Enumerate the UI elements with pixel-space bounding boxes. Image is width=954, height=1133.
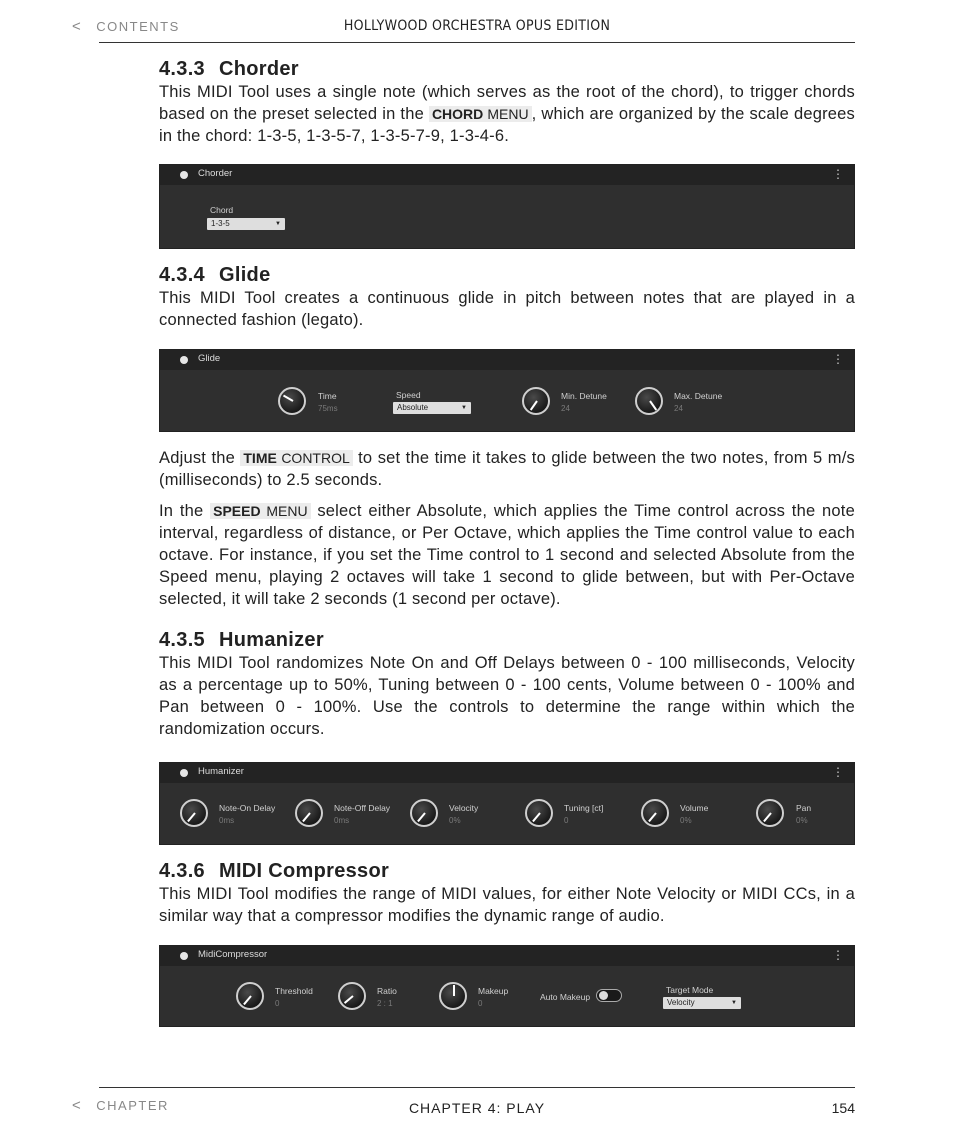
knob-indicator [532, 812, 541, 822]
power-toggle[interactable] [180, 952, 188, 960]
chevron-down-icon: ▼ [731, 1000, 737, 1006]
ratio-value: 2 : 1 [377, 999, 393, 1008]
knob-indicator [648, 812, 657, 822]
section-heading [159, 629, 855, 652]
body-paragraph: This MIDI Tool creates a continuous glide in pitch between notes that are played in a connected fashion (legato). [159, 289, 855, 329]
note-off-delay-knob[interactable] [295, 799, 323, 827]
kebab-menu-icon[interactable]: ⋮ [832, 948, 844, 962]
chapter-label: CHAPTER [96, 1098, 169, 1113]
body-paragraph: This MIDI Tool randomizes Note On and Off Delays between 0 - 100 milliseconds, Velocity as a percentage up to 50%, Tuning between 0 - 100 cents, Volume between 0 - 100% and Pan between 0 - 100%. Use the controls to determine the range within which the randomization occurs. [159, 654, 855, 738]
power-toggle[interactable] [180, 171, 188, 179]
knob-value: 0% [680, 816, 692, 825]
chevron-down-icon: ▼ [275, 221, 281, 227]
section-heading [159, 264, 855, 287]
section-heading [159, 860, 855, 883]
humanizer-panel [159, 762, 855, 845]
footer-divider [99, 1087, 855, 1088]
threshold-value: 0 [275, 999, 280, 1008]
keyword-rest: MENU [260, 503, 308, 519]
max-detune-value: 24 [674, 404, 683, 413]
knob-label: Pan [796, 803, 812, 813]
auto-makeup-label: Auto Makeup [540, 992, 591, 1002]
section-title: Humanizer [218, 629, 324, 651]
knob-indicator [243, 995, 252, 1005]
kebab-menu-icon[interactable]: ⋮ [832, 167, 844, 181]
kebab-menu-icon[interactable]: ⋮ [832, 765, 844, 779]
section-title: Chorder [218, 58, 299, 80]
body-paragraph [159, 447, 855, 491]
chord-dropdown[interactable] [207, 218, 285, 230]
target-mode-value: Velocity [667, 998, 695, 1007]
ratio-label: Ratio [377, 986, 397, 996]
section-glide [159, 264, 855, 331]
knob-indicator [187, 812, 196, 822]
section-number: 4.3.5 [159, 629, 205, 651]
knob-value: 0ms [334, 816, 350, 825]
keyword-bold: SPEED [213, 503, 261, 519]
ratio-knob[interactable] [338, 982, 366, 1010]
text: select either Absolute, which applies the Time control across the note interval, regardless of distance, or Per Octave, which applies the Time control value to each octave. For instance, if you set the Time control to 1 second and selected Absolute from the Speed menu, playing 2 octaves will take 1 second to glide between, but with Per-Octave selected, it will take 2 seconds (1 second per octave). [159, 502, 855, 608]
section-number: 4.3.3 [159, 58, 205, 80]
note-on-delay-knob[interactable] [180, 799, 208, 827]
panel-title: Chorder [198, 168, 233, 179]
section-title: Glide [218, 264, 271, 286]
body-paragraph: This MIDI Tool modifies the range of MIDI values, for either Note Velocity or MIDI CCs, in a similar way that a compressor modifies the dynamic range of audio. [159, 885, 855, 925]
running-header: HOLLYWOOD ORCHESTRA OPUS EDITION [343, 18, 611, 34]
keyword-chord-menu [429, 106, 532, 122]
min-detune-knob[interactable] [522, 387, 550, 415]
knob-indicator [283, 395, 294, 402]
chorder-panel [159, 164, 855, 249]
knob-indicator [763, 812, 772, 822]
section-title: MIDI Compressor [218, 860, 390, 882]
min-detune-label: Min. Detune [561, 391, 607, 401]
knob-value: 0% [796, 816, 808, 825]
keyword-rest: MENU [483, 106, 529, 122]
panel-titlebar [160, 763, 854, 783]
text: In the [159, 502, 211, 520]
target-mode-dropdown[interactable] [663, 997, 741, 1009]
chevron-down-icon: ▼ [461, 405, 467, 411]
panel-title: Humanizer [198, 766, 244, 777]
knob-indicator [417, 812, 426, 822]
knob-value: 0 [564, 816, 569, 825]
makeup-knob[interactable] [439, 982, 467, 1010]
panel-titlebar [160, 165, 854, 185]
knob-label: Tuning [ct] [564, 803, 604, 813]
knob-value: 0ms [219, 816, 235, 825]
section-number: 4.3.6 [159, 860, 205, 882]
knob-label: Note-Off Delay [334, 803, 391, 813]
header-divider [99, 42, 855, 43]
section-humanizer [159, 629, 855, 740]
time-value: 75ms [318, 404, 338, 413]
knob-indicator [453, 985, 455, 996]
panel-title: MidiCompressor [198, 949, 268, 960]
pan-knob[interactable] [756, 799, 784, 827]
max-detune-label: Max. Detune [674, 391, 723, 401]
makeup-value: 0 [478, 999, 483, 1008]
max-detune-knob[interactable] [635, 387, 663, 415]
min-detune-value: 24 [561, 404, 570, 413]
knob-label: Volume [680, 803, 709, 813]
power-toggle[interactable] [180, 769, 188, 777]
knob-value: 0% [449, 816, 461, 825]
text: , which are organized by the scale degrees in the chord: 1-3-5, 1-3-5-7, 1-3-5-7-9, 1-3-4-6. [159, 105, 855, 145]
panel-title: Glide [198, 353, 221, 364]
glide-text [159, 447, 855, 610]
section-compressor [159, 860, 855, 927]
auto-makeup-toggle[interactable] [596, 989, 622, 1002]
section-chorder [159, 58, 855, 147]
panel-titlebar [160, 946, 854, 966]
time-label: Time [318, 391, 337, 401]
volume-knob[interactable] [641, 799, 669, 827]
threshold-knob[interactable] [236, 982, 264, 1010]
target-mode-label: Target Mode [666, 985, 714, 995]
makeup-label: Makeup [478, 986, 509, 996]
body-paragraph [159, 500, 855, 610]
knob-label: Note-On Delay [219, 803, 276, 813]
knob-indicator [649, 400, 657, 410]
keyword-bold: CHORD [431, 106, 484, 122]
speed-dropdown[interactable] [393, 402, 471, 414]
section-number: 4.3.4 [159, 264, 205, 286]
keyword-speed-menu [210, 503, 311, 519]
keyword-bold: TIME [243, 450, 277, 466]
speed-value: Absolute [397, 403, 429, 412]
chevron-left-icon: < [72, 18, 83, 35]
velocity-knob[interactable] [410, 799, 438, 827]
text: This MIDI Tool uses a single note (which serves as the root of the chord), to trigger chords based on the preset selected in the [159, 83, 855, 123]
knob-indicator [530, 400, 538, 410]
knob-label: Velocity [449, 803, 479, 813]
toggle-thumb [599, 991, 608, 1000]
footer-chapter-title: CHAPTER 4: PLAY [408, 1100, 546, 1116]
body-paragraph [159, 81, 855, 147]
power-toggle[interactable] [180, 356, 188, 364]
chord-value: 1-3-5 [211, 219, 230, 228]
speed-label: Speed [396, 390, 421, 400]
keyword-time-control [240, 450, 352, 466]
compressor-panel [159, 945, 855, 1027]
kebab-menu-icon[interactable]: ⋮ [832, 352, 844, 366]
page-number: 154 [831, 1100, 855, 1116]
chevron-left-icon: < [72, 1097, 83, 1114]
panel-titlebar [160, 350, 854, 370]
section-heading [159, 58, 855, 81]
glide-panel [159, 349, 855, 432]
keyword-rest: CONTROL [276, 450, 350, 466]
knob-indicator [344, 995, 354, 1004]
contents-label: CONTENTS [96, 19, 180, 34]
text: Adjust the [159, 449, 241, 467]
tuning-knob[interactable] [525, 799, 553, 827]
chord-label: Chord [210, 205, 234, 215]
knob-indicator [302, 812, 311, 822]
threshold-label: Threshold [275, 986, 313, 996]
text: to set the time it takes to glide between the two notes, from 5 m/s (milliseconds) to 2.5 seconds. [159, 449, 855, 489]
time-knob[interactable] [278, 387, 306, 415]
